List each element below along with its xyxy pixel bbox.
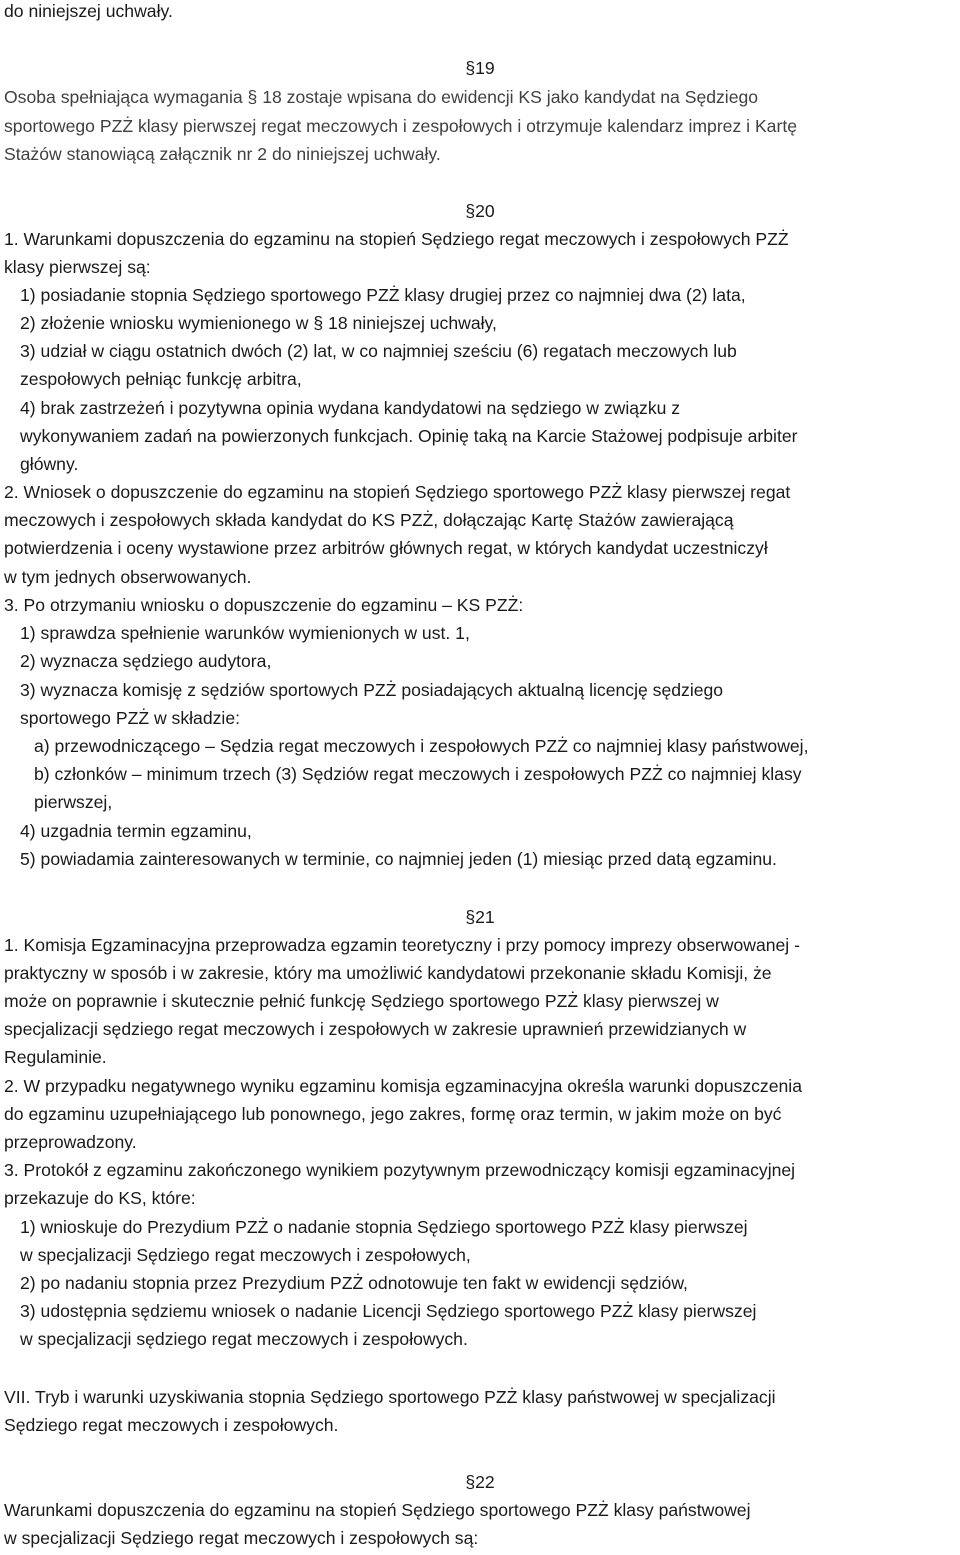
list-item: 2) złożenie wniosku wymienionego w § 18 niniejszej uchwały,: [20, 313, 497, 333]
text-line: w tym jednych obserwowanych.: [4, 567, 252, 587]
list-item: 3) udział w ciągu ostatnich dwóch (2) lat, w co najmniej sześciu (6) regatach meczowych lub: [20, 341, 737, 361]
text-line: przekazuje do KS, które:: [4, 1188, 196, 1208]
text-line: potwierdzenia i oceny wystawione przez arbitrów głównych regat, w których kandydat uczestniczył: [4, 538, 768, 558]
list-item: 4) brak zastrzeżeń i pozytywna opinia wydana kandydatowi na sędziego w związku z: [20, 398, 681, 418]
list-item: wykonywaniem zadań na powierzonych funkcjach. Opinię taką na Karcie Stażowej podpisuje arbiter: [20, 426, 798, 446]
list-item: 1) sprawdza spełnienie warunków wymienionych w ust. 1,: [20, 623, 470, 643]
section-heading: §19: [465, 58, 495, 78]
text-line: może on poprawnie i skutecznie pełnić funkcję Sędziego sportowego PZŻ klasy pierwszej w: [4, 991, 719, 1011]
section-heading: §22: [465, 1472, 495, 1492]
text-line: Regulaminie.: [4, 1047, 107, 1067]
list-item: 2) wyznacza sędziego audytora,: [20, 651, 272, 671]
list-item: w specjalizacji sędziego regat meczowych i zespołowych.: [20, 1329, 468, 1349]
list-item: główny.: [20, 454, 79, 474]
text-line: 1. Warunkami dopuszczenia do egzaminu na stopień Sędziego regat meczowych i zespołowych PZŻ: [4, 229, 789, 249]
text-line: do niniejszej uchwały.: [4, 1, 173, 21]
list-item: sportowego PZŻ w składzie:: [20, 708, 241, 728]
chapter-heading: VII. Tryb i warunki uzyskiwania stopnia Sędziego sportowego PZŻ klasy państwowej w specjalizacji: [4, 1387, 776, 1407]
list-item: 5) powiadamia zainteresowanych w terminie, co najmniej jeden (1) miesiąc przed datą egzaminu.: [20, 849, 777, 869]
text-line: klasy pierwszej są:: [4, 257, 151, 277]
list-item: zespołowych pełniąc funkcję arbitra,: [20, 369, 302, 389]
text-line: w specjalizacji Sędziego regat meczowych i zespołowych są:: [4, 1528, 479, 1548]
text-line: specjalizacji sędziego regat meczowych i zespołowych w zakresie uprawnień przewidzianych w: [4, 1019, 747, 1039]
text-line: meczowych i zespołowych składa kandydat do KS PZŻ, dołączając Kartę Stażów zawierającą: [4, 510, 734, 530]
text-line: 1. Komisja Egzaminacyjna przeprowadza egzamin teoretyczny i przy pomocy imprezy obserwowanej -: [4, 935, 800, 955]
list-item: w specjalizacji Sędziego regat meczowych i zespołowych,: [20, 1245, 471, 1265]
text-line: 2. W przypadku negatywnego wyniku egzaminu komisja egzaminacyjna określa warunki dopuszczenia: [4, 1076, 802, 1096]
text-line: Stażów stanowiącą załącznik nr 2 do niniejszej uchwały.: [4, 144, 441, 164]
text-line: przeprowadzony.: [4, 1132, 137, 1152]
list-item: 4) uzgadnia termin egzaminu,: [20, 821, 252, 841]
chapter-heading: Sędziego regat meczowych i zespołowych.: [4, 1415, 339, 1435]
text-line: 3. Protokół z egzaminu zakończonego wynikiem pozytywnym przewodniczący komisji egzaminacyjnej: [4, 1160, 796, 1180]
text-line: 2. Wniosek o dopuszczenie do egzaminu na stopień Sędziego sportowego PZŻ klasy pierwszej regat: [4, 482, 791, 502]
text-line: praktyczny w sposób i w zakresie, który ma umożliwić kandydatowi przekonanie składu Komisji, że: [4, 963, 772, 983]
sub-list-item: b) członków – minimum trzech (3) Sędziów regat meczowych i zespołowych PZŻ co najmniej klasy: [34, 764, 802, 784]
text-line: Osoba spełniająca wymagania § 18 zostaje wpisana do ewidencji KS jako kandydat na Sędziego: [4, 87, 759, 107]
section-heading: §21: [465, 907, 495, 927]
text-line: sportowego PZŻ klasy pierwszej regat meczowych i zespołowych i otrzymuje kalendarz imprez i Kartę: [4, 116, 797, 136]
list-item: 3) udostępnia sędziemu wniosek o nadanie Licencji Sędziego sportowego PZŻ klasy pierwszej: [20, 1301, 757, 1321]
list-item: 2) po nadaniu stopnia przez Prezydium PZŻ odnotowuje ten fakt w ewidencji sędziów,: [20, 1273, 688, 1293]
text-line: do egzaminu uzupełniającego lub ponownego, jego zakres, formę oraz termin, w jakim może on być: [4, 1104, 782, 1124]
text-line: 3. Po otrzymaniu wniosku o dopuszczenie do egzaminu – KS PZŻ:: [4, 595, 524, 615]
list-item: 1) posiadanie stopnia Sędziego sportowego PZŻ klasy drugiej przez co najmniej dwa (2) lata,: [20, 285, 746, 305]
sub-list-item: pierwszej,: [34, 792, 113, 812]
text-line: Warunkami dopuszczenia do egzaminu na stopień Sędziego sportowego PZŻ klasy państwowej: [4, 1500, 751, 1520]
sub-list-item: a) przewodniczącego – Sędzia regat meczowych i zespołowych PZŻ co najmniej klasy państwowej,: [34, 736, 809, 756]
section-heading: §20: [465, 201, 495, 221]
list-item: 1) wnioskuje do Prezydium PZŻ o nadanie stopnia Sędziego sportowego PZŻ klasy pierwszej: [20, 1217, 748, 1237]
list-item: 3) wyznacza komisję z sędziów sportowych PZŻ posiadających aktualną licencję sędziego: [20, 680, 724, 700]
